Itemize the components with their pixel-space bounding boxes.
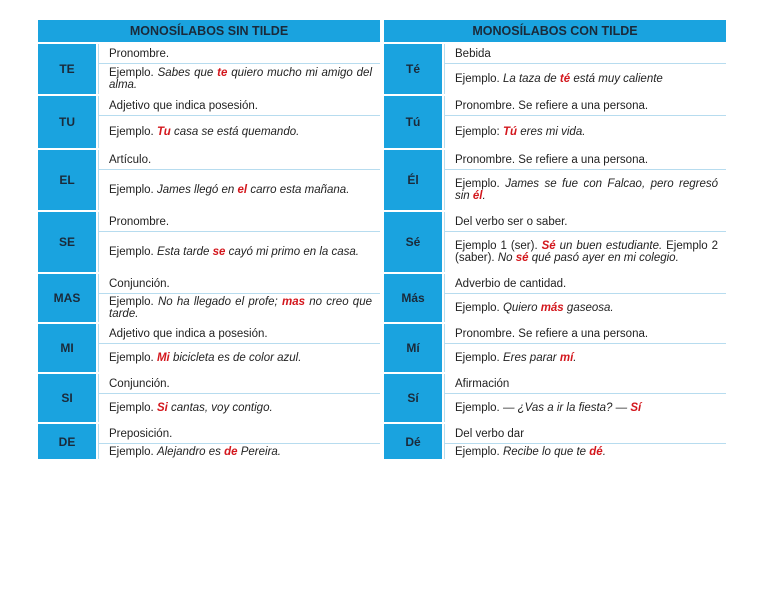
- example-cell: [444, 64, 726, 94]
- example-prefix: Ejemplo.: [109, 296, 154, 308]
- example-text: eres mi vida.: [520, 126, 586, 138]
- highlighted-word: sé: [515, 252, 529, 264]
- example-text: no creo que tarde.: [109, 296, 372, 320]
- example-cell: [444, 294, 726, 322]
- example-cell: [444, 394, 726, 422]
- definition-cell: Artículo.: [98, 150, 380, 170]
- monosyllables-table: [38, 20, 726, 461]
- definition-cell: Bebida: [444, 44, 726, 64]
- example-text: Recibe lo que te: [502, 445, 587, 458]
- example-prefix: Ejemplo.: [455, 352, 500, 364]
- example-prefix: Ejemplo.: [109, 445, 154, 458]
- row-cells: [444, 374, 726, 422]
- highlighted-word: más: [540, 302, 564, 314]
- monosyllable-word: MAS: [38, 274, 98, 322]
- highlighted-word: té: [559, 73, 571, 85]
- highlighted-word: él: [472, 190, 483, 202]
- monosyllable-word: Té: [384, 44, 444, 94]
- row-cells: [98, 212, 380, 272]
- example-prefix: Ejemplo.: [109, 352, 154, 364]
- example-prefix: Ejemplo.: [455, 178, 500, 190]
- table-row: [384, 212, 726, 274]
- monosyllable-word: Más: [384, 274, 444, 322]
- table-row: [38, 324, 380, 374]
- definition-cell: Pronombre. Se refiere a una persona.: [444, 150, 726, 170]
- example-prefix: Ejemplo.: [109, 126, 154, 138]
- example-cell: [444, 170, 726, 210]
- example-text: un buen estudiante.: [559, 240, 663, 252]
- table-row: [384, 424, 726, 461]
- example-text: Sabes que: [157, 67, 214, 79]
- definition-cell: Del verbo ser o saber.: [444, 212, 726, 232]
- definition-cell: Afirmación: [444, 374, 726, 394]
- table-row: [384, 96, 726, 150]
- monosyllable-word: MI: [38, 324, 98, 372]
- highlighted-word: Tú: [502, 126, 518, 138]
- example-cell: [444, 232, 726, 272]
- highlighted-word: dé: [589, 445, 603, 458]
- example-text: James se fue con Falcao, pero regresó sin: [455, 178, 719, 202]
- example-text: Esta tarde: [156, 246, 210, 258]
- table-row: [384, 324, 726, 374]
- example-text: bicicleta es de color azul.: [172, 352, 302, 364]
- right-rows: [384, 44, 726, 461]
- header-with-accent: MONOSÍLABOS CON TILDE: [384, 20, 726, 44]
- example-cell: [444, 344, 726, 372]
- monosyllable-word: TE: [38, 44, 98, 94]
- example-text: — ¿Vas a ir la fiesta? —: [502, 402, 628, 414]
- highlighted-word: de: [224, 445, 238, 458]
- example-prefix: Ejemplo 2 (saber).: [455, 240, 719, 264]
- definition-cell: Pronombre. Se refiere a una persona.: [444, 96, 726, 116]
- row-cells: [98, 424, 380, 459]
- row-cells: [444, 44, 726, 94]
- highlighted-word: mí: [559, 352, 574, 364]
- row-cells: [98, 96, 380, 148]
- row-cells: [444, 150, 726, 210]
- example-cell: [444, 116, 726, 148]
- example-cell: [98, 394, 380, 422]
- table-row: [38, 96, 380, 150]
- example-text: .: [573, 352, 577, 364]
- example-text: cayó mi primo en la casa.: [228, 246, 359, 258]
- example-text: Alejandro es: [156, 445, 221, 458]
- example-text: No ha llegado el profe;: [157, 296, 278, 308]
- monosyllable-word: DE: [38, 424, 98, 459]
- example-text: gaseosa.: [566, 302, 614, 314]
- highlighted-word: te: [217, 67, 228, 79]
- row-cells: [444, 274, 726, 322]
- highlighted-word: mas: [281, 296, 305, 308]
- monosyllable-word: EL: [38, 150, 98, 210]
- definition-cell: Adjetivo que indica a posesión.: [98, 324, 380, 344]
- row-cells: [444, 324, 726, 372]
- monosyllable-word: Sí: [384, 374, 444, 422]
- example-prefix: Ejemplo.: [109, 184, 154, 196]
- table-row: [384, 44, 726, 96]
- row-cells: [98, 150, 380, 210]
- example-prefix: Ejemplo.: [455, 302, 500, 314]
- example-text: Quiero: [502, 302, 538, 314]
- definition-cell: Del verbo dar: [444, 424, 726, 444]
- example-cell: [98, 444, 380, 459]
- example-text: casa se está quemando.: [174, 126, 300, 138]
- example-prefix: Ejemplo.: [109, 246, 154, 258]
- row-cells: [98, 324, 380, 372]
- highlighted-word: Tu: [156, 126, 171, 138]
- table-row: [38, 424, 380, 461]
- example-cell: [444, 444, 726, 459]
- row-cells: [98, 274, 380, 322]
- example-text: La taza de: [502, 73, 557, 85]
- definition-cell: Conjunción.: [98, 274, 380, 294]
- column-with-accent: [384, 20, 726, 461]
- row-cells: [444, 424, 726, 459]
- example-text: No: [497, 252, 513, 264]
- example-prefix: Ejemplo.: [109, 67, 154, 79]
- monosyllable-word: Él: [384, 150, 444, 210]
- monosyllable-word: SI: [38, 374, 98, 422]
- table-row: [38, 212, 380, 274]
- example-prefix: Ejemplo 1 (ser).: [455, 240, 538, 252]
- definition-cell: Adjetivo que indica posesión.: [98, 96, 380, 116]
- monosyllable-word: TU: [38, 96, 98, 148]
- column-without-accent: [38, 20, 380, 461]
- example-text: Eres parar: [502, 352, 557, 364]
- left-rows: [38, 44, 380, 461]
- header-without-accent: MONOSÍLABOS SIN TILDE: [38, 20, 380, 44]
- example-text: carro esta mañana.: [250, 184, 350, 196]
- example-cell: [98, 344, 380, 372]
- row-cells: [98, 374, 380, 422]
- highlighted-word: Si: [156, 402, 168, 414]
- example-prefix: Ejemplo:: [455, 126, 500, 138]
- definition-cell: Pronombre. Se refiere a una persona.: [444, 324, 726, 344]
- example-cell: [98, 116, 380, 148]
- example-cell: [98, 170, 380, 210]
- example-text: quiero mucho mi amigo del alma.: [109, 67, 372, 91]
- table-row: [384, 150, 726, 212]
- monosyllable-word: SE: [38, 212, 98, 272]
- highlighted-word: se: [212, 246, 226, 258]
- row-cells: [444, 212, 726, 272]
- example-cell: [98, 64, 380, 94]
- table-row: [38, 274, 380, 324]
- example-text: .: [482, 190, 486, 202]
- definition-cell: Pronombre.: [98, 44, 380, 64]
- highlighted-word: Sí: [630, 402, 642, 414]
- highlighted-word: Sé: [541, 240, 556, 252]
- table-row: [38, 374, 380, 424]
- table-row: [384, 274, 726, 324]
- row-cells: [98, 44, 380, 94]
- example-prefix: Ejemplo.: [455, 445, 500, 458]
- definition-cell: Conjunción.: [98, 374, 380, 394]
- definition-cell: Adverbio de cantidad.: [444, 274, 726, 294]
- highlighted-word: el: [237, 184, 248, 196]
- monosyllable-word: Tú: [384, 96, 444, 148]
- example-text: .: [602, 445, 606, 458]
- highlighted-word: Mi: [156, 352, 170, 364]
- example-prefix: Ejemplo.: [455, 73, 500, 85]
- example-text: James llegó en: [156, 184, 235, 196]
- example-cell: [98, 232, 380, 272]
- row-cells: [444, 96, 726, 148]
- example-text: está muy caliente: [573, 73, 663, 85]
- table-row: [384, 374, 726, 424]
- monosyllable-word: Sé: [384, 212, 444, 272]
- example-text: Pereira.: [240, 445, 281, 458]
- table-row: [38, 150, 380, 212]
- definition-cell: Pronombre.: [98, 212, 380, 232]
- monosyllable-word: Mí: [384, 324, 444, 372]
- example-text: qué pasó ayer en mi colegio.: [531, 252, 679, 264]
- table-row: [38, 44, 380, 96]
- example-cell: [98, 294, 380, 322]
- example-text: cantas, voy contigo.: [171, 402, 273, 414]
- example-prefix: Ejemplo.: [109, 402, 154, 414]
- monosyllable-word: Dé: [384, 424, 444, 459]
- definition-cell: Preposición.: [98, 424, 380, 444]
- example-prefix: Ejemplo.: [455, 402, 500, 414]
